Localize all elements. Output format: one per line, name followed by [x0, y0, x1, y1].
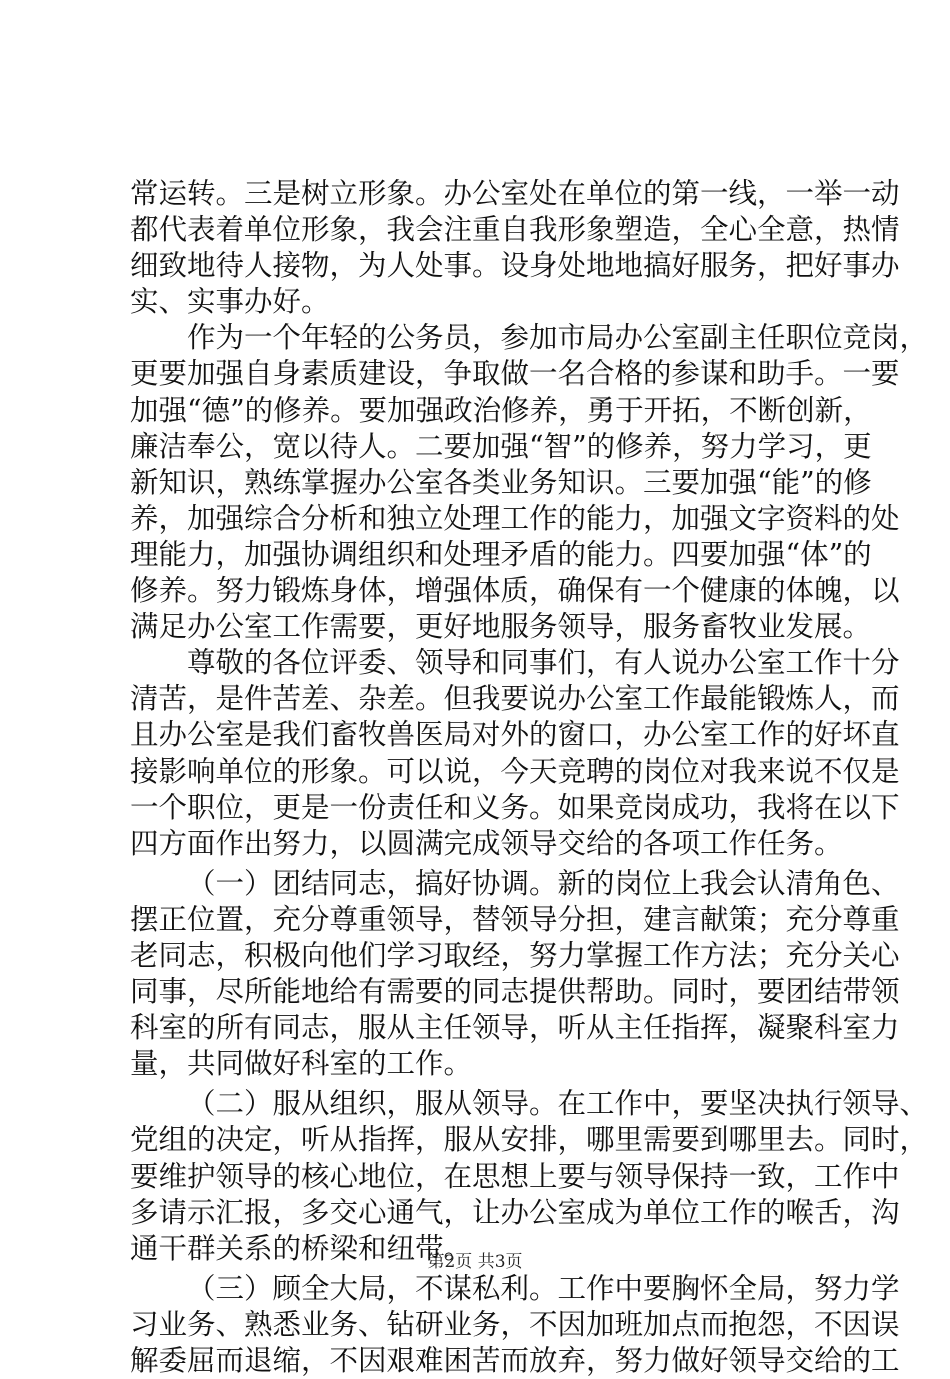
text-line: 老同志，积极向他们学习取经，努力掌握工作方法；充分关心 — [130, 938, 900, 972]
paragraph — [130, 866, 900, 1083]
text-line: （二）服从组织，服从领导。在工作中，要坚决执行领导、 — [187, 1087, 929, 1121]
text-line: 科室的所有同志，服从主任领导，听从主任指挥，凝聚科室力 — [130, 1011, 900, 1045]
text-line: 且办公室是我们畜牧兽医局对外的窗口，办公室工作的好坏直 — [130, 718, 900, 752]
text-line: 满足办公室工作需要，更好地服务领导，服务畜牧业发展。 — [130, 610, 872, 644]
text-line: 一个职位，更是一份责任和义务。如果竞岗成功，我将在以下 — [130, 790, 900, 824]
text-line: 摆正位置，充分尊重领导，替领导分担，建言献策；充分尊重 — [130, 902, 900, 936]
text-line: 量，共同做好科室的工作。 — [130, 1047, 473, 1081]
text-line: 清苦，是件苦差、杂差。但我要说办公室工作最能锻炼人，而 — [130, 682, 900, 716]
text-line: 接影响单位的形象。可以说，今天竞聘的岗位对我来说不仅是 — [130, 754, 900, 788]
text-line: 养，加强综合分析和独立处理工作的能力，加强文字资料的处 — [130, 501, 900, 535]
text-line: 更要加强自身素质建设，争取做一名合格的参谋和助手。一要 — [130, 357, 900, 391]
text-line: 要维护领导的核心地位，在思想上要与领导保持一致，工作中 — [130, 1159, 900, 1193]
paragraph — [130, 320, 929, 645]
text-line: 作为一个年轻的公务员，参加市局办公室副主任职位竞岗， — [187, 321, 929, 355]
text-line: 理能力，加强协调组织和处理矛盾的能力。四要加强“体”的 — [130, 537, 872, 571]
text-line: 解委屈而退缩，不因艰难困苦而放弃，努力做好领导交给的工 — [130, 1344, 900, 1377]
text-line: 都代表着单位形象，我会注重自我形象塑造，全心全意，热情 — [130, 213, 900, 247]
text-line: （一）团结同志，搞好协调。新的岗位上我会认清角色、 — [187, 866, 900, 900]
text-line: 实、实事办好。 — [130, 285, 330, 319]
text-line: 四方面作出努力，以圆满完成领导交给的各项工作任务。 — [130, 826, 843, 860]
text-line: 同事，尽所能地给有需要的同志提供帮助。同时，要团结带领 — [130, 975, 900, 1009]
text-line: 加强“德”的修养。要加强政治修养，勇于开拓，不断创新， — [130, 393, 872, 427]
document-body — [130, 176, 929, 1379]
text-line: 新知识，熟练掌握办公室各类业务知识。三要加强“能”的修 — [130, 465, 872, 499]
text-line: 廉洁奉公，宽以待人。二要加强“智”的修养，努力学习，更 — [130, 429, 872, 463]
paragraph — [130, 645, 900, 862]
text-line: 尊敬的各位评委、领导和同事们，有人说办公室工作十分 — [187, 646, 900, 680]
text-line: 通干群关系的桥梁和纽带。 — [130, 1231, 473, 1265]
text-line: （三）顾全大局，不谋私利。工作中要胸怀全局，努力学 — [187, 1271, 900, 1305]
paragraph — [130, 1271, 900, 1379]
text-line: 细致地待人接物，为人处事。设身处地地搞好服务，把好事办 — [130, 249, 900, 283]
page-footer: 第2页 共3页 — [427, 1252, 523, 1272]
paragraph — [130, 176, 900, 320]
text-line: 党组的决定，听从指挥，服从安排，哪里需要到哪里去。同时， — [130, 1123, 929, 1157]
text-line: 常运转。三是树立形象。办公室处在单位的第一线，一举一动 — [130, 177, 900, 210]
text-line: 习业务、熟悉业务、钻研业务，不因加班加点而抱怨，不因误 — [130, 1307, 900, 1341]
text-line: 修养。努力锻炼身体，增强体质，确保有一个健康的体魄，以 — [130, 574, 900, 608]
text-line: 多请示汇报，多交心通气，让办公室成为单位工作的喉舌，沟 — [130, 1195, 900, 1229]
paragraph — [130, 1086, 929, 1266]
